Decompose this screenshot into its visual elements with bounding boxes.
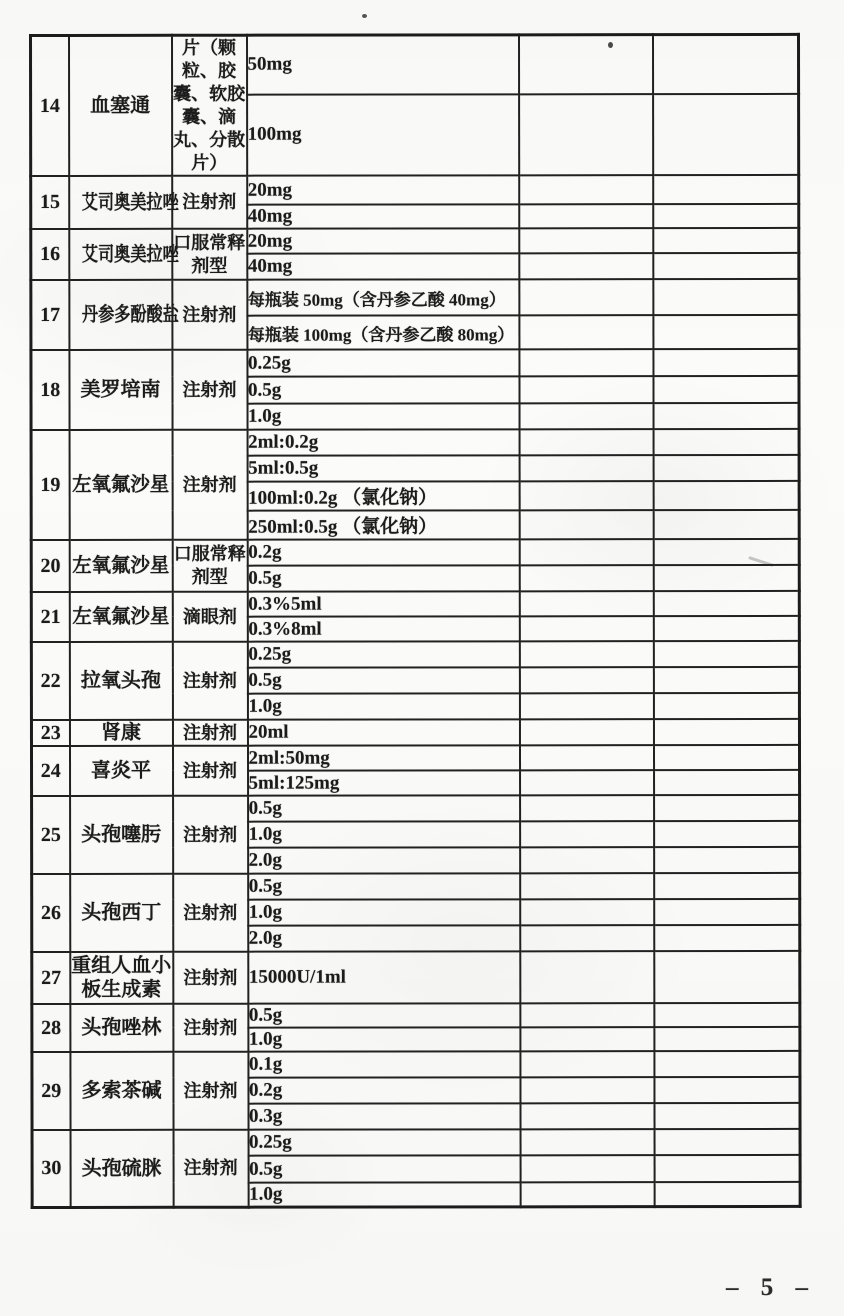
empty-cell-2 [653,228,799,253]
row-number-cell: 18 [31,350,69,430]
spec-cell: 1.0g [248,899,520,925]
empty-cell-2 [654,873,800,899]
empty-cell-1 [520,1103,654,1129]
empty-cell-1 [519,719,653,745]
spec-cell: 1.0g [248,1182,520,1207]
page-number: – 5 – [726,1274,816,1301]
drug-name-label: 肾康 [100,721,141,744]
table-row [31,719,799,746]
spec-cell: 0.1g [248,1051,520,1077]
spec-cell: 0.5g [248,873,520,899]
empty-cell-2 [654,899,800,925]
dosage-form-cell: 注射剂 [173,796,248,874]
spec-cell: 1.0g [247,403,519,429]
empty-cell-2 [654,1129,800,1155]
drug-name-label: 拉氧头孢 [80,669,161,692]
table-row [31,175,799,205]
drug-name-label: 左氧氟沙星 [72,554,170,577]
dosage-form-cell: 注射剂 [173,1052,248,1130]
empty-cell-1 [519,175,653,204]
dosage-form-cell: 注射剂 [172,430,247,540]
row-number-cell: 15 [31,176,69,229]
table-row [31,745,799,771]
empty-cell-2 [653,591,799,616]
empty-cell-2 [654,1077,800,1103]
empty-cell-1 [519,376,653,403]
drug-name-cell [70,1052,173,1130]
spec-cell: 5ml:125mg [248,770,520,795]
empty-cell-2 [653,745,799,770]
drug-name-label: 头孢西丁 [81,901,162,924]
spec-cell: 每瓶装 50mg（含丹参乙酸 40mg） [247,279,519,315]
drug-name-label: 重组人血小板生成素 [71,954,172,1001]
empty-cell-2 [653,667,799,693]
empty-cell-1 [520,821,654,847]
scan-speck-icon [362,14,367,18]
row-number-cell: 24 [31,746,69,796]
empty-cell-2 [653,565,799,591]
empty-cell-1 [520,770,654,795]
empty-cell-2 [653,315,799,349]
spec-cell: 0.5g [247,376,519,403]
drug-name-cell [69,350,172,430]
empty-cell-2 [654,1103,800,1129]
row-number-cell: 26 [32,874,70,952]
empty-cell-1 [519,228,653,253]
empty-cell-2 [653,455,799,481]
table-row [32,873,800,900]
row-number-cell: 17 [31,280,69,350]
empty-cell-2 [653,616,799,641]
empty-cell-2 [653,94,799,175]
table-row [32,1051,800,1078]
dosage-form-cell: 口服常释剂型 [172,540,247,592]
table-row [31,591,799,617]
table-row [32,951,800,1004]
drug-name-label: 头孢噻肟 [81,823,162,846]
drug-name-label: 丹参多酚酸盐 [81,303,179,326]
spec-cell: 0.5g [247,565,519,591]
empty-cell-1 [520,1155,654,1182]
empty-cell-1 [519,539,653,565]
empty-cell-1 [520,899,654,925]
spec-cell: 50mg [247,35,519,95]
row-number-cell: 29 [32,1052,70,1130]
empty-cell-2 [653,34,799,94]
empty-cell-1 [519,641,653,667]
drug-name-cell [69,746,172,796]
drug-name-cell [69,229,179,280]
empty-cell-1 [519,349,653,376]
drug-name-cell [69,592,172,642]
empty-cell-2 [654,1027,800,1051]
empty-cell-2 [653,253,799,279]
empty-cell-2 [654,1051,800,1077]
drug-name-label: 左氧氟沙星 [72,605,170,628]
table-row [32,1003,800,1028]
drug-name-cell [70,874,173,952]
empty-cell-2 [653,539,799,565]
empty-cell-1 [519,693,653,719]
spec-cell: 0.25g [247,641,519,667]
scan-speck-icon [608,42,613,48]
drug-name-label: 多索茶碱 [81,1079,162,1102]
spec-cell: 0.3%5ml [247,591,519,616]
drug-name-label: 头孢硫脒 [81,1157,162,1180]
row-number-cell: 25 [32,796,70,874]
empty-cell-1 [520,1051,654,1077]
empty-cell-1 [519,403,653,429]
empty-cell-2 [653,481,799,510]
spec-cell: 20ml [247,719,519,745]
row-number-cell: 21 [31,592,69,642]
table-row [31,279,799,316]
spec-cell: 0.25g [247,349,519,376]
empty-cell-2 [653,641,799,667]
empty-cell-1 [520,1182,654,1207]
drug-table-body [31,34,801,1207]
empty-cell-1 [520,847,654,873]
row-number-cell: 23 [31,720,69,746]
drug-name-cell [70,796,173,874]
empty-cell-1 [520,873,654,899]
empty-cell-1 [519,565,653,591]
empty-cell-2 [654,847,800,873]
dosage-form-cell: 注射剂 [173,1130,248,1208]
table-row [31,34,799,95]
empty-cell-2 [654,821,800,847]
empty-cell-2 [654,795,800,821]
empty-cell-1 [519,279,653,315]
dosage-form-cell: 注射剂 [172,746,247,796]
drug-name-label: 血塞通 [90,94,151,117]
dosage-form-cell: 口服常释剂型 [172,229,247,280]
row-number-cell: 20 [31,540,69,592]
empty-cell-1 [519,35,653,95]
table-row [32,1129,800,1156]
empty-cell-2 [653,279,799,315]
row-number-cell: 22 [31,642,69,720]
empty-cell-1 [520,951,654,1003]
spec-cell: 2ml:50mg [247,745,519,770]
drug-specification-table [29,33,802,1209]
table-row [31,349,799,377]
empty-cell-1 [519,616,653,641]
spec-cell: 0.3%8ml [247,616,519,641]
spec-cell: 20mg [247,228,519,253]
row-number-cell: 30 [32,1130,70,1208]
spec-cell: 20mg [247,175,519,204]
empty-cell-1 [519,315,653,349]
spec-cell: 0.5g [247,667,519,693]
empty-cell-2 [653,403,799,429]
spec-cell: 每瓶装 100mg（含丹参乙酸 80mg） [247,315,519,349]
empty-cell-2 [654,770,800,795]
row-number-cell: 19 [31,430,69,540]
empty-cell-2 [654,1003,800,1027]
empty-cell-1 [519,204,653,228]
row-number-cell: 28 [32,1004,70,1052]
drug-name-label: 艾司奥美拉唑 [81,191,179,214]
dosage-form-cell: 滴眼剂 [172,592,247,642]
empty-cell-2 [653,510,799,539]
spec-cell: 0.25g [248,1129,520,1155]
empty-cell-1 [520,925,654,951]
spec-cell: 5ml:0.5g [247,455,519,481]
spec-cell: 0.2g [248,1077,520,1103]
drug-name-label: 喜炎平 [91,759,152,782]
spec-cell: 40mg [247,253,519,279]
empty-cell-1 [519,94,653,175]
drug-name-label: 左氧氟沙星 [72,473,170,496]
empty-cell-1 [519,667,653,693]
table-row [31,641,799,668]
spec-cell: 2.0g [248,847,520,873]
dosage-form-cell: 注射剂 [172,280,247,350]
dosage-form-cell: 注射剂 [172,642,247,720]
empty-cell-1 [519,253,653,279]
drug-name-cell [69,642,172,720]
empty-cell-2 [654,1155,800,1182]
drug-name-cell [69,280,179,350]
empty-cell-2 [653,429,799,455]
spec-cell: 2ml:0.2g [247,429,519,455]
spec-cell: 0.5g [248,795,520,821]
dosage-form-cell: 注射剂 [173,1004,248,1052]
empty-cell-1 [519,429,653,455]
dosage-form-cell: 注射剂 [173,874,248,952]
empty-cell-2 [654,951,800,1003]
empty-cell-1 [519,745,653,770]
empty-cell-2 [654,925,800,951]
spec-cell: 0.5g [248,1003,520,1027]
spec-cell: 1.0g [247,693,519,719]
row-number-cell: 16 [31,229,69,280]
table-row [31,228,799,254]
drug-name-cell [69,430,172,540]
spec-cell: 40mg [247,204,519,228]
spec-cell: 0.3g [248,1103,520,1129]
dosage-form-cell: 注射剂 [172,720,247,746]
spec-cell: 250ml:0.5g （氯化钠） [247,510,519,539]
empty-cell-2 [653,204,799,228]
drug-name-cell [70,1130,173,1208]
spec-cell: 0.2g [247,539,519,565]
dosage-form-cell: 片（颗粒、胶囊、软胶囊、滴丸、分散片） [172,35,247,176]
drug-name-label: 头孢唑林 [81,1016,162,1039]
empty-cell-1 [519,481,653,510]
drug-name-cell [69,540,172,592]
dosage-form-cell: 注射剂 [173,952,248,1004]
empty-cell-1 [519,455,653,481]
empty-cell-2 [653,175,799,204]
drug-name-cell [69,35,172,176]
row-number-cell: 14 [31,35,69,176]
drug-name-cell [70,952,173,1004]
row-number-cell: 27 [32,952,70,1004]
spec-cell: 15000U/1ml [248,951,520,1003]
empty-cell-2 [653,349,799,376]
table-row [32,795,800,822]
spec-cell: 1.0g [248,821,520,847]
drug-name-label: 艾司奥美拉唑 [81,243,179,266]
drug-name-cell [69,176,179,229]
empty-cell-1 [520,795,654,821]
spec-cell: 1.0g [248,1027,520,1051]
empty-cell-2 [653,693,799,719]
empty-cell-1 [519,591,653,616]
drug-name-cell [69,720,172,746]
empty-cell-1 [520,1077,654,1103]
empty-cell-1 [520,1129,654,1155]
empty-cell-2 [653,376,799,403]
table-row [31,429,799,456]
table-row [31,539,799,566]
dosage-form-cell: 注射剂 [172,350,247,430]
empty-cell-2 [654,1182,800,1207]
empty-cell-1 [520,1003,654,1027]
empty-cell-1 [520,1027,654,1051]
spec-cell: 0.5g [248,1155,520,1182]
empty-cell-1 [519,510,653,539]
dosage-form-cell: 注射剂 [172,176,247,229]
drug-name-cell [70,1004,173,1052]
empty-cell-2 [653,719,799,745]
spec-cell: 100mg [247,94,519,175]
spec-cell: 100ml:0.2g （氯化钠） [247,481,519,510]
spec-cell: 2.0g [248,925,520,951]
drug-name-label: 美罗培南 [80,378,161,401]
